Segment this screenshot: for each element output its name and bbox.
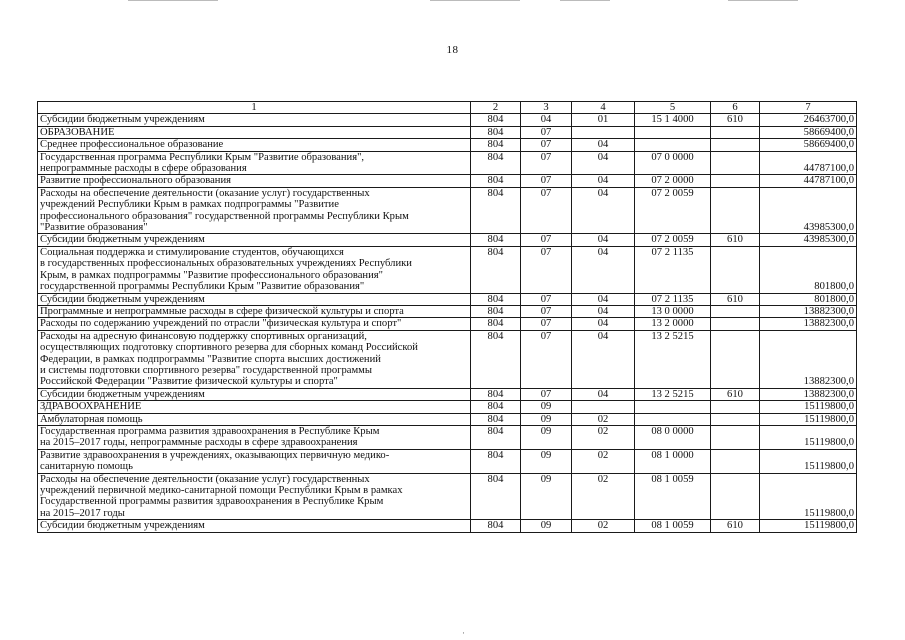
amount-value: 15119800,0 <box>760 401 857 413</box>
ministry-code: 804 <box>471 151 521 175</box>
table-row <box>38 520 857 532</box>
subsection-code <box>572 401 635 413</box>
amount-value: 26463700,0 <box>760 114 857 126</box>
ministry-code: 804 <box>471 318 521 330</box>
expense-type-code <box>711 175 760 187</box>
target-article-code: 08 1 0000 <box>635 449 711 473</box>
section-code: 07 <box>521 151 572 175</box>
target-article-code <box>635 401 711 413</box>
amount-value: 15119800,0 <box>760 449 857 473</box>
expense-type-code <box>711 425 760 449</box>
section-code: 07 <box>521 126 572 138</box>
expense-description: Развитие профессионального образования <box>38 175 471 187</box>
section-code: 04 <box>521 114 572 126</box>
amount-value: 44787100,0 <box>760 151 857 175</box>
ministry-code: 804 <box>471 246 521 293</box>
expense-type-code <box>711 139 760 151</box>
expense-description: Расходы на обеспечение деятельности (оказание услуг) государственных учреждений Республики Крым в рамках подпрограммы "Развитие профессионального образования" государственной программы Республики Крым "Развитие образования" <box>38 187 471 234</box>
table-row <box>38 293 857 305</box>
subsection-code: 02 <box>572 449 635 473</box>
table-row <box>38 318 857 330</box>
expense-type-code: 610 <box>711 520 760 532</box>
table-row <box>38 126 857 138</box>
ministry-code: 804 <box>471 401 521 413</box>
column-header: 5 <box>635 102 711 114</box>
ministry-code: 804 <box>471 234 521 246</box>
amount-value: 15119800,0 <box>760 413 857 425</box>
expense-type-code <box>711 473 760 520</box>
target-article-code <box>635 413 711 425</box>
expense-description: Расходы по содержанию учреждений по отрасли "физическая культура и спорт" <box>38 318 471 330</box>
expense-type-code <box>711 187 760 234</box>
expense-description: Субсидии бюджетным учреждениям <box>38 114 471 126</box>
subsection-code: 04 <box>572 305 635 317</box>
expense-type-code <box>711 151 760 175</box>
target-article-code: 13 2 5215 <box>635 388 711 400</box>
table-row <box>38 425 857 449</box>
target-article-code: 13 2 5215 <box>635 330 711 388</box>
ministry-code: 804 <box>471 473 521 520</box>
expense-type-code <box>711 401 760 413</box>
expense-description: Субсидии бюджетным учреждениям <box>38 234 471 246</box>
expense-description: Государственная программа развития здравоохранения в Республике Крым на 2015–2017 годы, непрограммные расходы в сфере здравоохранения <box>38 425 471 449</box>
section-code: 07 <box>521 187 572 234</box>
subsection-code: 04 <box>572 139 635 151</box>
target-article-code: 08 0 0000 <box>635 425 711 449</box>
ministry-code: 804 <box>471 520 521 532</box>
section-code: 07 <box>521 293 572 305</box>
ministry-code: 804 <box>471 293 521 305</box>
amount-value: 13882300,0 <box>760 388 857 400</box>
expense-description: Программные и непрограммные расходы в сфере физической культуры и спорта <box>38 305 471 317</box>
section-code: 09 <box>521 425 572 449</box>
ministry-code: 804 <box>471 388 521 400</box>
amount-value: 58669400,0 <box>760 139 857 151</box>
section-code: 09 <box>521 401 572 413</box>
table-row <box>38 175 857 187</box>
amount-value: 43985300,0 <box>760 234 857 246</box>
amount-value: 15119800,0 <box>760 473 857 520</box>
amount-value: 801800,0 <box>760 246 857 293</box>
subsection-code: 04 <box>572 234 635 246</box>
top-edge-rule <box>560 0 610 1</box>
subsection-code: 02 <box>572 425 635 449</box>
subsection-code: 04 <box>572 175 635 187</box>
subsection-code: 04 <box>572 293 635 305</box>
table-row <box>38 413 857 425</box>
expense-description: Социальная поддержка и стимулирование студентов, обучающихся в государственных профессиональных образовательных учреждениях Республики Крым, в рамках подпрограммы "Развитие профессионального образования" государственной программы Республики Крым "Развитие образования" <box>38 246 471 293</box>
table-row <box>38 114 857 126</box>
target-article-code: 07 0 0000 <box>635 151 711 175</box>
target-article-code: 08 1 0059 <box>635 473 711 520</box>
page-number: 18 <box>446 44 459 56</box>
amount-value: 13882300,0 <box>760 318 857 330</box>
subsection-code: 02 <box>572 520 635 532</box>
table-row <box>38 187 857 234</box>
table-row <box>38 234 857 246</box>
table-row <box>38 305 857 317</box>
ministry-code: 804 <box>471 175 521 187</box>
amount-value: 58669400,0 <box>760 126 857 138</box>
ministry-code: 804 <box>471 413 521 425</box>
expense-description: Государственная программа Республики Крым "Развитие образования", непрограммные расходы в сфере образования <box>38 151 471 175</box>
section-code: 07 <box>521 330 572 388</box>
expense-type-code <box>711 413 760 425</box>
amount-value: 801800,0 <box>760 293 857 305</box>
amount-value: 15119800,0 <box>760 425 857 449</box>
top-edge-rule <box>728 0 798 1</box>
target-article-code: 07 2 0000 <box>635 175 711 187</box>
section-code: 07 <box>521 246 572 293</box>
target-article-code: 07 2 1135 <box>635 293 711 305</box>
target-article-code <box>635 126 711 138</box>
column-header: 4 <box>572 102 635 114</box>
expense-type-code <box>711 330 760 388</box>
section-code: 07 <box>521 388 572 400</box>
subsection-code: 04 <box>572 187 635 234</box>
table-row <box>38 449 857 473</box>
table-row <box>38 139 857 151</box>
subsection-code: 04 <box>572 151 635 175</box>
section-code: 07 <box>521 234 572 246</box>
target-article-code: 07 2 1135 <box>635 246 711 293</box>
section-code: 09 <box>521 473 572 520</box>
table-row <box>38 330 857 388</box>
expense-description: Расходы на обеспечение деятельности (оказание услуг) государственных учреждений первичной медико-санитарной помощи Республики Крым в рамках Государственной программы развития здравоохранения в Республике Крым на 2015–2017 годы <box>38 473 471 520</box>
expense-description: Развитие здравоохранения в учреждениях, оказывающих первичную медико- санитарную помощь <box>38 449 471 473</box>
target-article-code: 07 2 0059 <box>635 187 711 234</box>
expense-type-code <box>711 246 760 293</box>
column-header: 3 <box>521 102 572 114</box>
ministry-code: 804 <box>471 126 521 138</box>
column-header: 2 <box>471 102 521 114</box>
subsection-code: 02 <box>572 413 635 425</box>
ministry-code: 804 <box>471 187 521 234</box>
expense-description: Субсидии бюджетным учреждениям <box>38 293 471 305</box>
column-header: 1 <box>38 102 471 114</box>
top-edge-rule <box>128 0 218 1</box>
ministry-code: 804 <box>471 139 521 151</box>
table-row <box>38 246 857 293</box>
target-article-code: 13 0 0000 <box>635 305 711 317</box>
expense-description: Субсидии бюджетным учреждениям <box>38 388 471 400</box>
expense-type-code <box>711 318 760 330</box>
section-code: 07 <box>521 305 572 317</box>
ministry-code: 804 <box>471 305 521 317</box>
amount-value: 13882300,0 <box>760 330 857 388</box>
ministry-code: 804 <box>471 114 521 126</box>
expense-type-code <box>711 449 760 473</box>
top-edge-rule <box>430 0 520 1</box>
target-article-code: 08 1 0059 <box>635 520 711 532</box>
table-row <box>38 151 857 175</box>
column-header: 6 <box>711 102 760 114</box>
target-article-code: 15 1 4000 <box>635 114 711 126</box>
budget-table <box>37 101 857 533</box>
expense-description: ЗДРАВООХРАНЕНИЕ <box>38 401 471 413</box>
subsection-code: 04 <box>572 330 635 388</box>
section-code: 09 <box>521 413 572 425</box>
expense-type-code <box>711 305 760 317</box>
target-article-code <box>635 139 711 151</box>
section-code: 09 <box>521 449 572 473</box>
subsection-code: 04 <box>572 388 635 400</box>
section-code: 07 <box>521 175 572 187</box>
subsection-code: 01 <box>572 114 635 126</box>
expense-description: Расходы на адресную финансовую поддержку спортивных организаций, осуществляющих подготовку спортивного резерва для сборных команд Российской Федерации, в рамках подпрограммы "Развитие спорта высших достижений и системы подготовки спортивного резерва" государственной программы Российской Федерации "Развитие физической культуры и спорта" <box>38 330 471 388</box>
table-row <box>38 473 857 520</box>
expense-type-code <box>711 126 760 138</box>
subsection-code: 04 <box>572 246 635 293</box>
subsection-code <box>572 126 635 138</box>
subsection-code: 04 <box>572 318 635 330</box>
expense-description: Амбулаторная помощь <box>38 413 471 425</box>
column-header: 7 <box>760 102 857 114</box>
expense-type-code: 610 <box>711 293 760 305</box>
amount-value: 43985300,0 <box>760 187 857 234</box>
section-code: 09 <box>521 520 572 532</box>
subsection-code: 02 <box>572 473 635 520</box>
expense-type-code: 610 <box>711 388 760 400</box>
expense-description: ОБРАЗОВАНИЕ <box>38 126 471 138</box>
amount-value: 44787100,0 <box>760 175 857 187</box>
table-row <box>38 401 857 413</box>
target-article-code: 07 2 0059 <box>635 234 711 246</box>
amount-value: 15119800,0 <box>760 520 857 532</box>
ministry-code: 804 <box>471 449 521 473</box>
ministry-code: 804 <box>471 330 521 388</box>
table-row <box>38 388 857 400</box>
expense-type-code: 610 <box>711 114 760 126</box>
section-code: 07 <box>521 139 572 151</box>
expense-description: Среднее профессиональное образование <box>38 139 471 151</box>
table-header-row <box>38 102 857 114</box>
amount-value: 13882300,0 <box>760 305 857 317</box>
scan-mark: · <box>462 628 465 638</box>
expense-description: Субсидии бюджетным учреждениям <box>38 520 471 532</box>
ministry-code: 804 <box>471 425 521 449</box>
target-article-code: 13 2 0000 <box>635 318 711 330</box>
expense-type-code: 610 <box>711 234 760 246</box>
section-code: 07 <box>521 318 572 330</box>
